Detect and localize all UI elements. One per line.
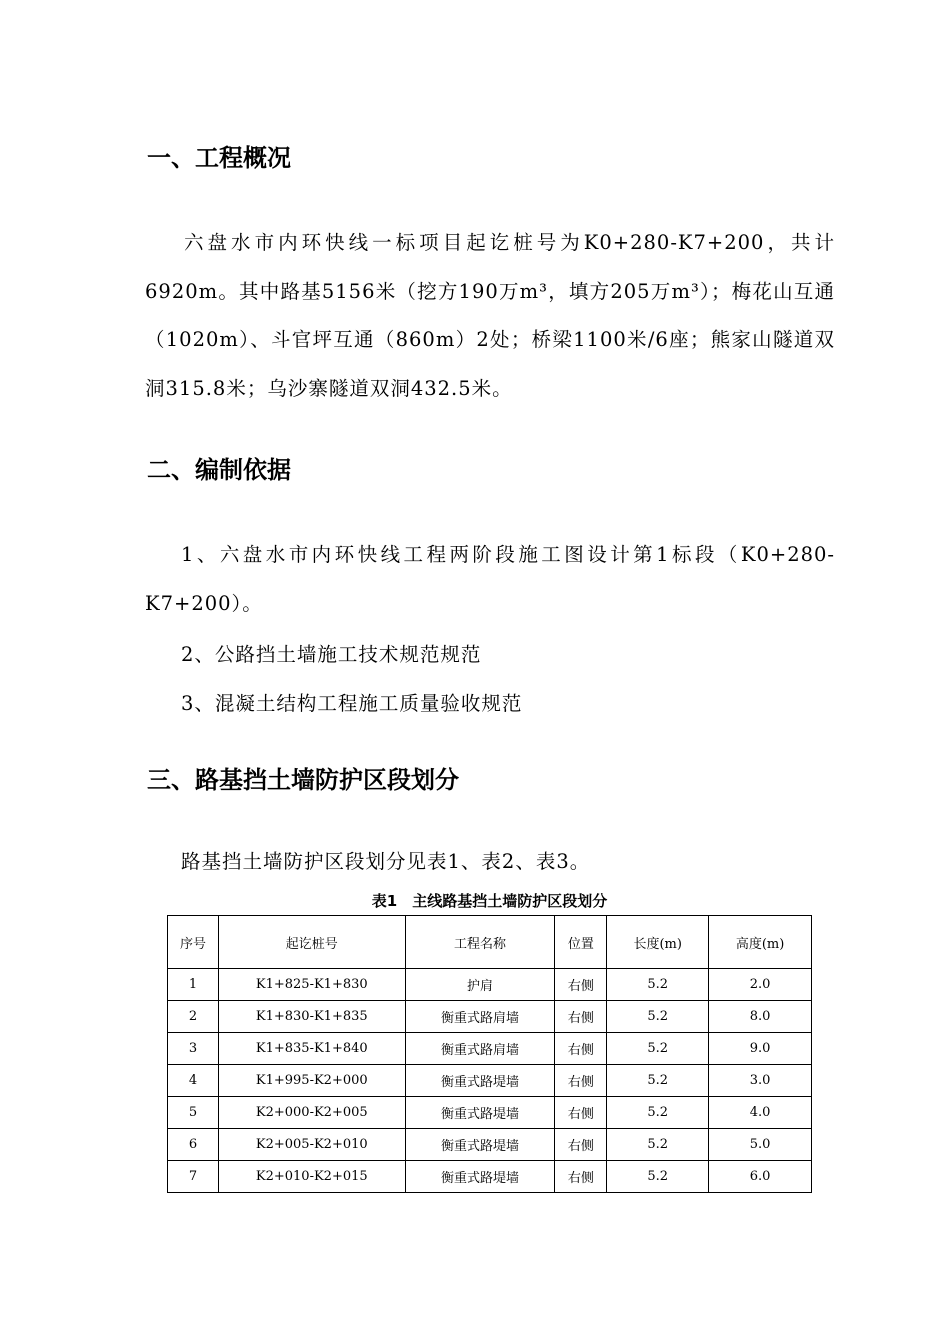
cell-height: 9.0 xyxy=(709,1033,812,1065)
table-row xyxy=(168,1001,812,1033)
col-header-station: 起讫桩号 xyxy=(218,916,405,969)
cell-position: 右侧 xyxy=(555,1097,607,1129)
table-row xyxy=(168,1065,812,1097)
cell-index: 3 xyxy=(168,1033,219,1065)
cell-position: 右侧 xyxy=(555,1129,607,1161)
table-row xyxy=(168,969,812,1001)
cell-station: K1+825-K1+830 xyxy=(218,969,405,1001)
cell-height: 3.0 xyxy=(709,1065,812,1097)
table-row xyxy=(168,1033,812,1065)
cell-index: 6 xyxy=(168,1129,219,1161)
cell-index: 7 xyxy=(168,1161,219,1193)
cell-work-name: 衡重式路堤墙 xyxy=(405,1129,555,1161)
basis-item-1 xyxy=(145,531,835,628)
basis-item-3 xyxy=(145,680,835,729)
cell-work-name: 衡重式路堤墙 xyxy=(405,1161,555,1193)
cell-height: 2.0 xyxy=(709,969,812,1001)
col-header-index: 序号 xyxy=(168,916,219,969)
cell-length: 5.2 xyxy=(607,1097,709,1129)
cell-station: K1+835-K1+840 xyxy=(218,1033,405,1065)
cell-station: K1+830-K1+835 xyxy=(218,1001,405,1033)
cell-index: 1 xyxy=(168,969,219,1001)
basis-item-text: 3、混凝土结构工程施工质量验收规范 xyxy=(181,692,523,715)
cell-station: K2+005-K2+010 xyxy=(218,1129,405,1161)
division-intro-text: 路基挡土墙防护区段划分见表1、表2、表3。 xyxy=(181,850,591,873)
basis-item-text: 2、公路挡土墙施工技术规范规范 xyxy=(181,643,482,666)
cell-height: 8.0 xyxy=(709,1001,812,1033)
cell-length: 5.2 xyxy=(607,1001,709,1033)
cell-position: 右侧 xyxy=(555,1161,607,1193)
cell-length: 5.2 xyxy=(607,1033,709,1065)
cell-station: K1+995-K2+000 xyxy=(218,1065,405,1097)
retaining-wall-table xyxy=(167,915,812,1193)
cell-height: 6.0 xyxy=(709,1161,812,1193)
cell-length: 5.2 xyxy=(607,1129,709,1161)
col-header-height: 高度(m) xyxy=(709,916,812,969)
cell-work-name: 衡重式路肩墙 xyxy=(405,1033,555,1065)
cell-position: 右侧 xyxy=(555,1001,607,1033)
table-row xyxy=(168,1161,812,1193)
cell-position: 右侧 xyxy=(555,969,607,1001)
col-header-length: 长度(m) xyxy=(607,916,709,969)
cell-index: 2 xyxy=(168,1001,219,1033)
cell-position: 右侧 xyxy=(555,1033,607,1065)
section-heading-overview: 一、工程概况 xyxy=(147,144,291,172)
cell-work-name: 衡重式路堤墙 xyxy=(405,1097,555,1129)
cell-station: K2+010-K2+015 xyxy=(218,1161,405,1193)
cell-work-name: 衡重式路堤墙 xyxy=(405,1065,555,1097)
cell-height: 5.0 xyxy=(709,1129,812,1161)
cell-work-name: 护肩 xyxy=(405,969,555,1001)
cell-length: 5.2 xyxy=(607,1065,709,1097)
table-header-row xyxy=(168,916,812,969)
cell-work-name: 衡重式路肩墙 xyxy=(405,1001,555,1033)
cell-length: 5.2 xyxy=(607,969,709,1001)
section-heading-division: 三、路基挡土墙防护区段划分 xyxy=(147,766,459,794)
section-heading-basis: 二、编制依据 xyxy=(147,456,291,484)
overview-paragraph xyxy=(145,219,835,413)
cell-index: 4 xyxy=(168,1065,219,1097)
overview-text: 六盘水市内环快线一标项目起讫桩号为K0+280-K7+200，共计6920m。其中路基5156米（挖方190万m³，填方205万m³）；梅花山互通（1020m）、斗官坪互通（860m）2处；桥梁1100米/6座；熊家山隧道双洞315.8米；乌沙寨隧道双洞432.5米。 xyxy=(145,231,835,400)
basis-item-text: 1、六盘水市内环快线工程两阶段施工图设计第1标段（K0+280-K7+200）。 xyxy=(145,543,835,615)
col-header-position: 位置 xyxy=(555,916,607,969)
table-row xyxy=(168,1097,812,1129)
cell-length: 5.2 xyxy=(607,1161,709,1193)
basis-item-2 xyxy=(145,631,835,680)
cell-station: K2+000-K2+005 xyxy=(218,1097,405,1129)
division-intro xyxy=(145,838,835,887)
table-row xyxy=(168,1129,812,1161)
cell-position: 右侧 xyxy=(555,1065,607,1097)
cell-index: 5 xyxy=(168,1097,219,1129)
cell-height: 4.0 xyxy=(709,1097,812,1129)
table-caption: 表1 主线路基挡土墙防护区段划分 xyxy=(371,892,608,910)
col-header-work-name: 工程名称 xyxy=(405,916,555,969)
